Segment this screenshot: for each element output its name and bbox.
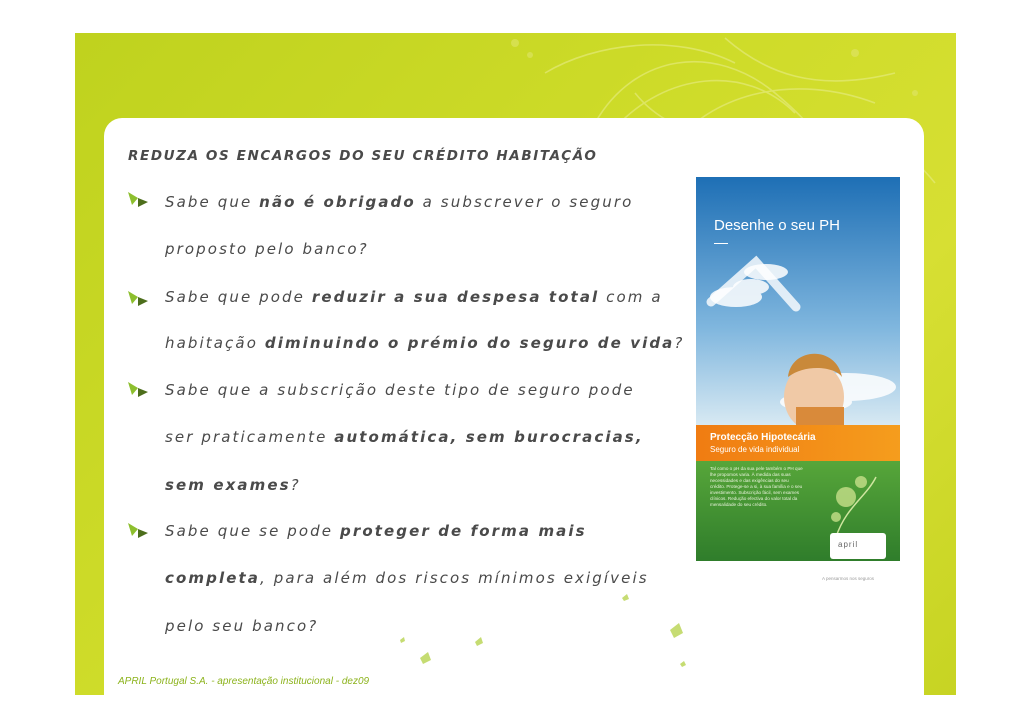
emphasis-text: diminuindo o prémio do seguro de vida (264, 334, 675, 352)
april-logo (830, 533, 886, 559)
product-poster (696, 177, 900, 561)
body-line (165, 476, 301, 494)
body-text: , para além dos riscos mínimos exigíveis (259, 569, 649, 587)
poster-band-title: Protecção Hipotecária (710, 432, 816, 443)
body-text: Sabe que (165, 193, 260, 211)
poster-orange-band (696, 425, 900, 461)
emphasis-text: completa (165, 569, 260, 587)
emphasis-text: automática, sem burocracias, (334, 428, 644, 446)
body-line (165, 334, 684, 352)
body-text: ? (290, 476, 301, 494)
slide-heading: REDUZA OS ENCARGOS DO SEU CRÉDITO HABITAÇÃO (128, 148, 598, 164)
body-text: ? (674, 334, 685, 352)
butterflies-decoration (380, 580, 700, 680)
body-text: Sabe que se pode (165, 522, 340, 540)
emphasis-text: proteger de forma mais (340, 522, 587, 540)
body-line (165, 428, 644, 446)
poster-slogan: A pensarmos nos seguros (822, 576, 875, 581)
poster-band-subtitle: Seguro de vida individual (710, 445, 800, 454)
leaf-bullet-icon (126, 188, 152, 208)
leaf-bullet-icon (126, 287, 152, 307)
body-line (165, 288, 663, 306)
emphasis-text: não é obrigado (259, 193, 416, 211)
poster-body-text: Tal como o pH da sua pele também o PH que lhe propomos varia. À medida das suas necessidades e das exigências do seu crédito. Protege-se a si, à sua família e o seu investimento. Subscrição fácil, sem exames clínicos. Redução efectiva do valor total da mensalidade do seu crédito. (710, 466, 803, 507)
poster-title: Desenhe o seu PH (714, 217, 840, 234)
emphasis-text: sem exames (165, 476, 291, 494)
slide-footer: APRIL Portugal S.A. - apresentação institucional - dez09 (118, 676, 370, 687)
body-text: proposto pelo banco? (165, 240, 369, 258)
body-line (165, 193, 633, 211)
body-line (165, 381, 635, 399)
body-text: ser praticamente (165, 428, 335, 446)
body-text: Sabe que pode (165, 288, 312, 306)
emphasis-text: reduzir a sua despesa total (311, 288, 600, 306)
body-text: a subscrever o seguro (415, 193, 634, 211)
body-line (165, 617, 318, 635)
body-text: pelo seu banco? (165, 617, 319, 635)
leaf-bullet-icon (126, 519, 152, 539)
body-text: habitação (165, 334, 265, 352)
body-text: com a (599, 288, 663, 306)
body-line (165, 522, 587, 540)
april-logo-text: april (838, 540, 859, 549)
body-line (165, 240, 369, 258)
body-text: Sabe que a subscrição deste tipo de seguro pode (165, 381, 635, 399)
leaf-bullet-icon (126, 378, 152, 398)
